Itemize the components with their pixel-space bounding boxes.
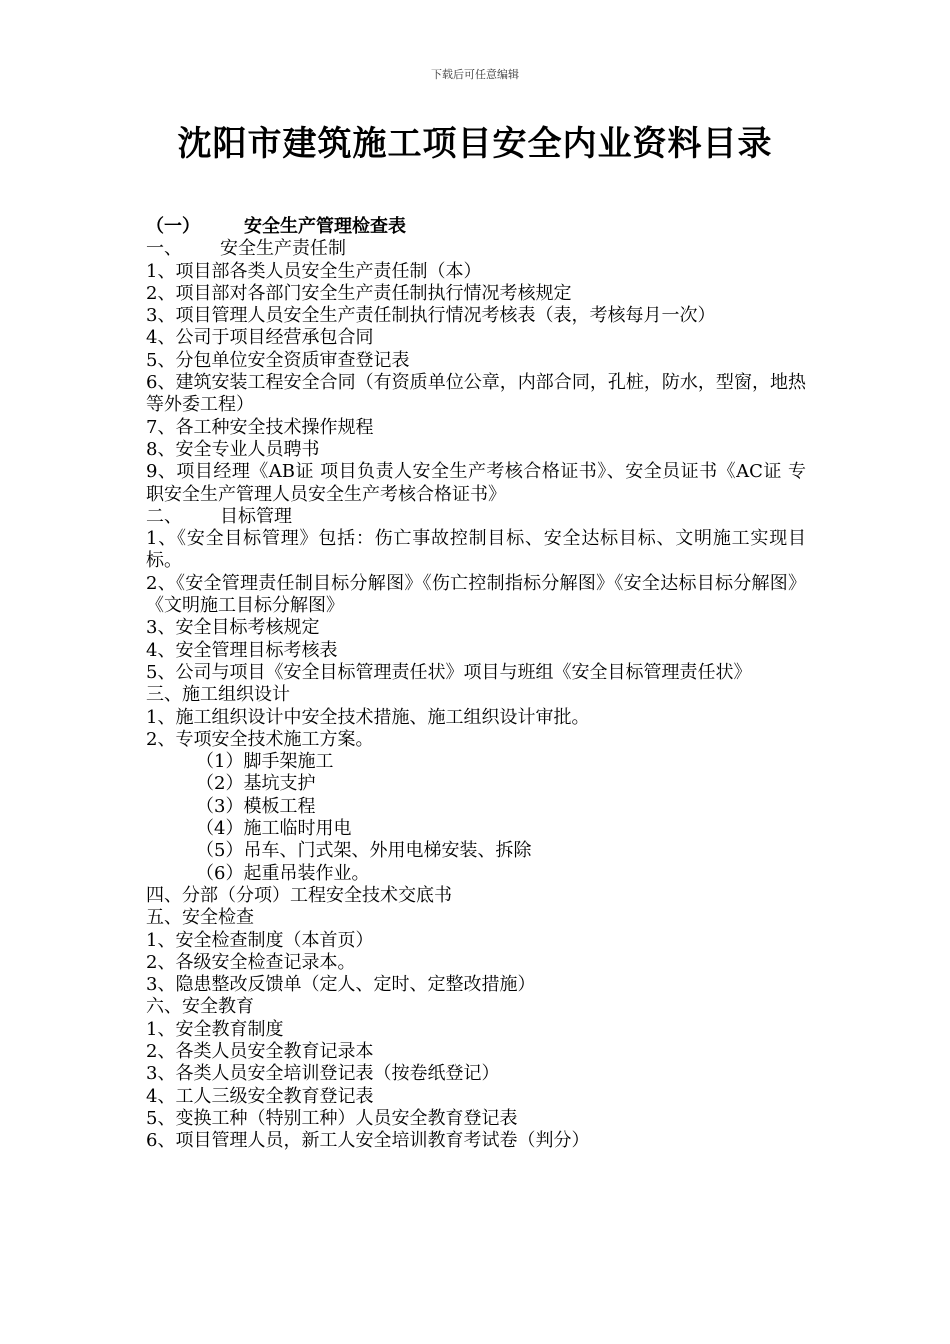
list-item: 1、施工组织设计中安全技术措施、施工组织设计审批。 <box>146 706 590 728</box>
list-item: 3、各类人员安全培训登记表（按卷纸登记） <box>146 1063 500 1085</box>
sub-list-item: （1）脚手架施工 <box>196 751 334 773</box>
subsection-heading: 三、施工组织设计 <box>146 684 290 706</box>
subsection-heading: 一、 安全生产责任制 <box>146 238 346 260</box>
sub-list-item: （2）基坑支护 <box>196 773 316 795</box>
list-item: 1、安全检查制度（本首页） <box>146 929 374 951</box>
header-note: 下载后可任意编辑 <box>431 68 519 81</box>
list-item: 7、各工种安全技术操作规程 <box>146 416 374 438</box>
subsection-heading: 四、分部（分项）工程安全技术交底书 <box>146 884 452 906</box>
list-item: 6、建筑安装工程安全合同（有资质单位公章，内部合同，孔桩，防水，型窗，地热等外委工程） <box>146 372 806 416</box>
document-title: 沈阳市建筑施工项目安全内业资料目录 <box>177 124 773 164</box>
list-item: 2、各级安全检查记录本。 <box>146 951 356 973</box>
list-item: 8、安全专业人员聘书 <box>146 438 320 460</box>
list-item: 1、《安全目标管理》包括：伤亡事故控制目标、安全达标目标、文明施工实现目标。 <box>146 528 806 572</box>
section-number: （一） <box>146 216 200 237</box>
subsection-heading: 六、安全教育 <box>146 996 254 1018</box>
list-item: 1、项目部各类人员安全生产责任制（本） <box>146 260 482 282</box>
list-item: 2、《安全管理责任制目标分解图》《伤亡控制指标分解图》《安全达标目标分解图》《文明施工目标分解图》 <box>146 572 806 617</box>
list-item: 4、公司于项目经营承包合同 <box>146 327 374 349</box>
list-item: 2、项目部对各部门安全生产责任制执行情况考核规定 <box>146 282 572 304</box>
section-heading <box>146 216 806 238</box>
list-item: 5、公司与项目《安全目标管理责任状》项目与班组《安全目标管理责任状》 <box>146 661 752 683</box>
sub-list-item: （6）起重吊装作业。 <box>196 862 370 884</box>
list-item: 2、各类人员安全教育记录本 <box>146 1040 374 1062</box>
list-item: 1、安全教育制度 <box>146 1018 284 1040</box>
subsection-heading: 二、 目标管理 <box>146 505 292 527</box>
sub-list-item: （3）模板工程 <box>196 795 316 817</box>
sub-list-item: （5）吊车、门式架、外用电梯安装、拆除 <box>196 840 532 862</box>
document-body <box>146 216 806 1152</box>
list-item: 9、项目经理《AB证 项目负责人安全生产考核合格证书》、安全员证书《AC证 专职安全生产管理人员安全生产考核合格证书》 <box>146 461 806 505</box>
list-item: 6、项目管理人员，新工人安全培训教育考试卷（判分） <box>146 1130 590 1152</box>
list-item: 3、隐患整改反馈单（定人、定时、定整改措施） <box>146 974 536 996</box>
list-item: 4、工人三级安全教育登记表 <box>146 1085 374 1107</box>
list-item: 2、专项安全技术施工方案。 <box>146 728 374 750</box>
list-item: 3、安全目标考核规定 <box>146 617 320 639</box>
section-title: 安全生产管理检查表 <box>244 216 406 237</box>
list-item: 4、安全管理目标考核表 <box>146 639 338 661</box>
list-item: 5、分包单位安全资质审查登记表 <box>146 349 410 371</box>
list-item: 5、变换工种（特别工种）人员安全教育登记表 <box>146 1107 518 1129</box>
subsection-heading: 五、安全检查 <box>146 907 254 929</box>
sub-list-item: （4）施工临时用电 <box>196 818 352 840</box>
list-item: 3、项目管理人员安全生产责任制执行情况考核表（表，考核每月一次） <box>146 305 716 327</box>
